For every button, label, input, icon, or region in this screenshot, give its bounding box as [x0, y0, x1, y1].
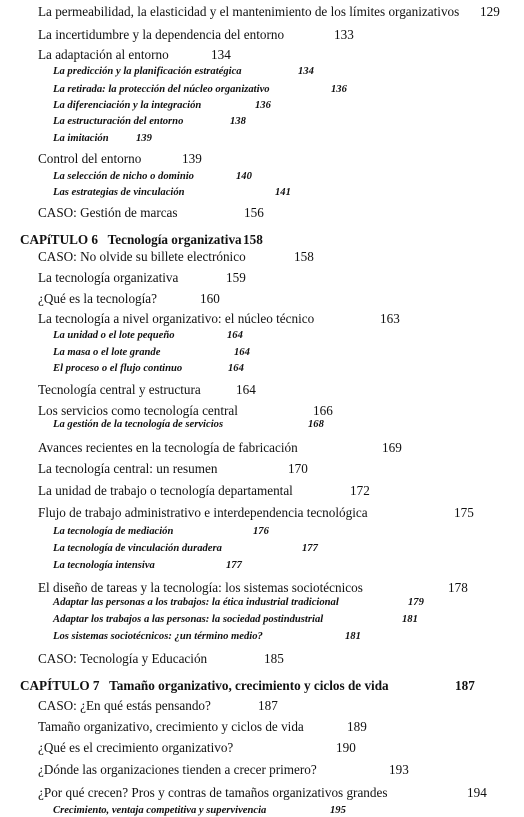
page-number: 185: [264, 651, 284, 666]
entry-title: Los servicios como tecnología central: [38, 403, 238, 418]
page-number: 187: [258, 698, 278, 713]
toc-entry: [38, 382, 256, 397]
page-number: 164: [234, 347, 250, 358]
toc-entry: [38, 461, 308, 476]
toc-entry: [38, 47, 231, 62]
entry-title: La masa o el lote grande: [53, 347, 161, 358]
toc-subentry: [53, 560, 242, 572]
toc-entry: [38, 311, 400, 326]
toc-subentry: [53, 100, 271, 112]
page-number: 158: [243, 232, 263, 247]
page-number: 177: [302, 543, 318, 554]
toc-entry: [38, 651, 284, 666]
page-number: 168: [308, 419, 324, 430]
page-number: 141: [275, 187, 291, 198]
page-number: 190: [336, 740, 356, 755]
page-number: 140: [236, 171, 252, 182]
page-number: 163: [380, 311, 400, 326]
entry-title: La tecnología intensiva: [53, 560, 155, 571]
entry-title: CASO: No olvide su billete electrónico: [38, 249, 246, 264]
entry-title: Tecnología central y estructura: [38, 382, 201, 397]
entry-title: Adaptar los trabajos a las personas: la sociedad postindustrial: [53, 614, 324, 625]
toc-subentry: [53, 614, 418, 626]
toc-entry: [38, 205, 264, 220]
toc-subentry: [53, 419, 324, 431]
entry-title: La tecnología central: un resumen: [38, 461, 218, 476]
entry-title: Avances recientes en la tecnología de fabricación: [38, 440, 298, 455]
entry-title: El proceso o el flujo continuo: [53, 363, 183, 374]
entry-title: ¿Qué es la tecnología?: [38, 291, 157, 306]
toc-entry: [38, 440, 402, 455]
page-number: 194: [467, 785, 487, 800]
toc-subentry: [53, 543, 318, 555]
entry-title: ¿Por qué crecen? Pros y contras de tamaños organizativos grandes: [38, 785, 388, 800]
page-number: 170: [288, 461, 308, 476]
page-number: 172: [350, 483, 370, 498]
entry-title: Tamaño organizativo, crecimiento y ciclos de vida: [38, 719, 304, 734]
toc-entry: [38, 719, 367, 734]
entry-title: Crecimiento, ventaja competitiva y supervivencia: [53, 805, 267, 816]
page-number: 138: [230, 116, 246, 127]
entry-title: La tecnología a nivel organizativo: el núcleo técnico: [38, 311, 315, 326]
entry-title: La incertidumbre y la dependencia del entorno: [38, 27, 285, 42]
entry-title: La retirada: la protección del núcleo organizativo: [53, 84, 270, 95]
entry-title: La unidad de trabajo o tecnología departamental: [38, 483, 293, 498]
toc-subentry: [53, 133, 152, 145]
page-number: 189: [347, 719, 367, 734]
page-number: 156: [244, 205, 264, 220]
page-number: 193: [389, 762, 409, 777]
entry-title: CASO: Gestión de marcas: [38, 205, 178, 220]
toc-entry: [38, 249, 314, 264]
page-number: 139: [136, 133, 152, 144]
entry-title: La gestión de la tecnología de servicios: [53, 419, 224, 430]
toc-entry: [38, 151, 202, 166]
entry-title: Las estrategias de vinculación: [53, 187, 185, 198]
entry-title: La imitación: [53, 133, 109, 144]
page-number: 166: [313, 403, 333, 418]
toc-entry: [38, 698, 278, 713]
entry-title: La diferenciación y la integración: [53, 100, 202, 111]
toc-entry: [38, 505, 474, 520]
page-number: 181: [402, 614, 418, 625]
toc-entry: [38, 580, 468, 595]
entry-title: CAPíTULO 6 Tecnología organizativa: [20, 232, 242, 247]
toc-subentry: [53, 84, 347, 96]
page-number: 187: [455, 678, 475, 693]
page-number: 181: [345, 631, 361, 642]
toc-entry: [38, 4, 500, 19]
entry-title: CASO: Tecnología y Educación: [38, 651, 208, 666]
entry-title: CASO: ¿En qué estás pensando?: [38, 698, 211, 713]
toc-entry: [38, 403, 333, 418]
chapter-heading: [20, 678, 475, 693]
entry-title: La selección de nicho o dominio: [53, 171, 194, 182]
page-number: 160: [200, 291, 220, 306]
toc-subentry: [53, 805, 346, 817]
entry-title: La tecnología de mediación: [53, 526, 174, 537]
toc-subentry: [53, 363, 244, 375]
toc-subentry: [53, 171, 252, 183]
page-number: 164: [228, 363, 244, 374]
entry-title: La estructuración del entorno: [53, 116, 184, 127]
entry-title: La adaptación al entorno: [38, 47, 169, 62]
toc-entry: [38, 483, 370, 498]
toc-subentry: [53, 330, 243, 342]
page-number: 176: [253, 526, 269, 537]
toc-subentry: [53, 347, 250, 359]
page-number: 195: [330, 805, 346, 816]
entry-title: La tecnología de vinculación duradera: [53, 543, 222, 554]
toc-entry: [38, 291, 220, 306]
page-number: 133: [334, 27, 354, 42]
entry-title: La predicción y la planificación estratégica: [53, 66, 242, 77]
entry-title: ¿Qué es el crecimiento organizativo?: [38, 740, 234, 755]
page-number: 139: [182, 151, 202, 166]
toc-entry: [38, 27, 354, 42]
entry-title: Control del entorno: [38, 151, 142, 166]
page-number: 136: [255, 100, 271, 111]
toc-subentry: [53, 116, 246, 128]
entry-title: La tecnología organizativa: [38, 270, 179, 285]
toc-subentry: [53, 66, 314, 78]
entry-title: ¿Dónde las organizaciones tienden a crecer primero?: [38, 762, 317, 777]
toc-entry: [38, 762, 409, 777]
toc-entry: [38, 270, 246, 285]
toc-subentry: [53, 187, 291, 199]
toc-subentry: [53, 597, 424, 609]
page-number: 164: [236, 382, 256, 397]
entry-title: El diseño de tareas y la tecnología: los sistemas sociotécnicos: [38, 580, 363, 595]
entry-title: Adaptar las personas a los trabajos: la ética industrial tradicional: [53, 597, 339, 608]
toc-subentry: [53, 631, 361, 643]
entry-title: La permeabilidad, la elasticidad y el mantenimiento de los límites organizativos: [38, 4, 460, 19]
entry-title: Flujo de trabajo administrativo e interdependencia tecnológica: [38, 505, 368, 520]
entry-title: CAPÍTULO 7 Tamaño organizativo, crecimiento y ciclos de vida: [20, 678, 389, 693]
chapter-heading: [20, 232, 263, 247]
toc-entry: [38, 740, 356, 755]
page-number: 175: [454, 505, 474, 520]
page-number: 134: [298, 66, 314, 77]
toc-entry: [38, 785, 487, 800]
entry-title: La unidad o el lote pequeño: [53, 330, 175, 341]
page-number: 169: [382, 440, 402, 455]
page-number: 134: [211, 47, 231, 62]
page-number: 177: [226, 560, 242, 571]
page-number: 136: [331, 84, 347, 95]
page-number: 159: [226, 270, 246, 285]
page-number: 158: [294, 249, 314, 264]
entry-title: Los sistemas sociotécnicos: ¿un término medio?: [53, 631, 263, 642]
toc-subentry: [53, 526, 269, 538]
page-number: 129: [480, 4, 500, 19]
page-number: 179: [408, 597, 424, 608]
page-number: 164: [227, 330, 243, 341]
page-number: 178: [448, 580, 468, 595]
